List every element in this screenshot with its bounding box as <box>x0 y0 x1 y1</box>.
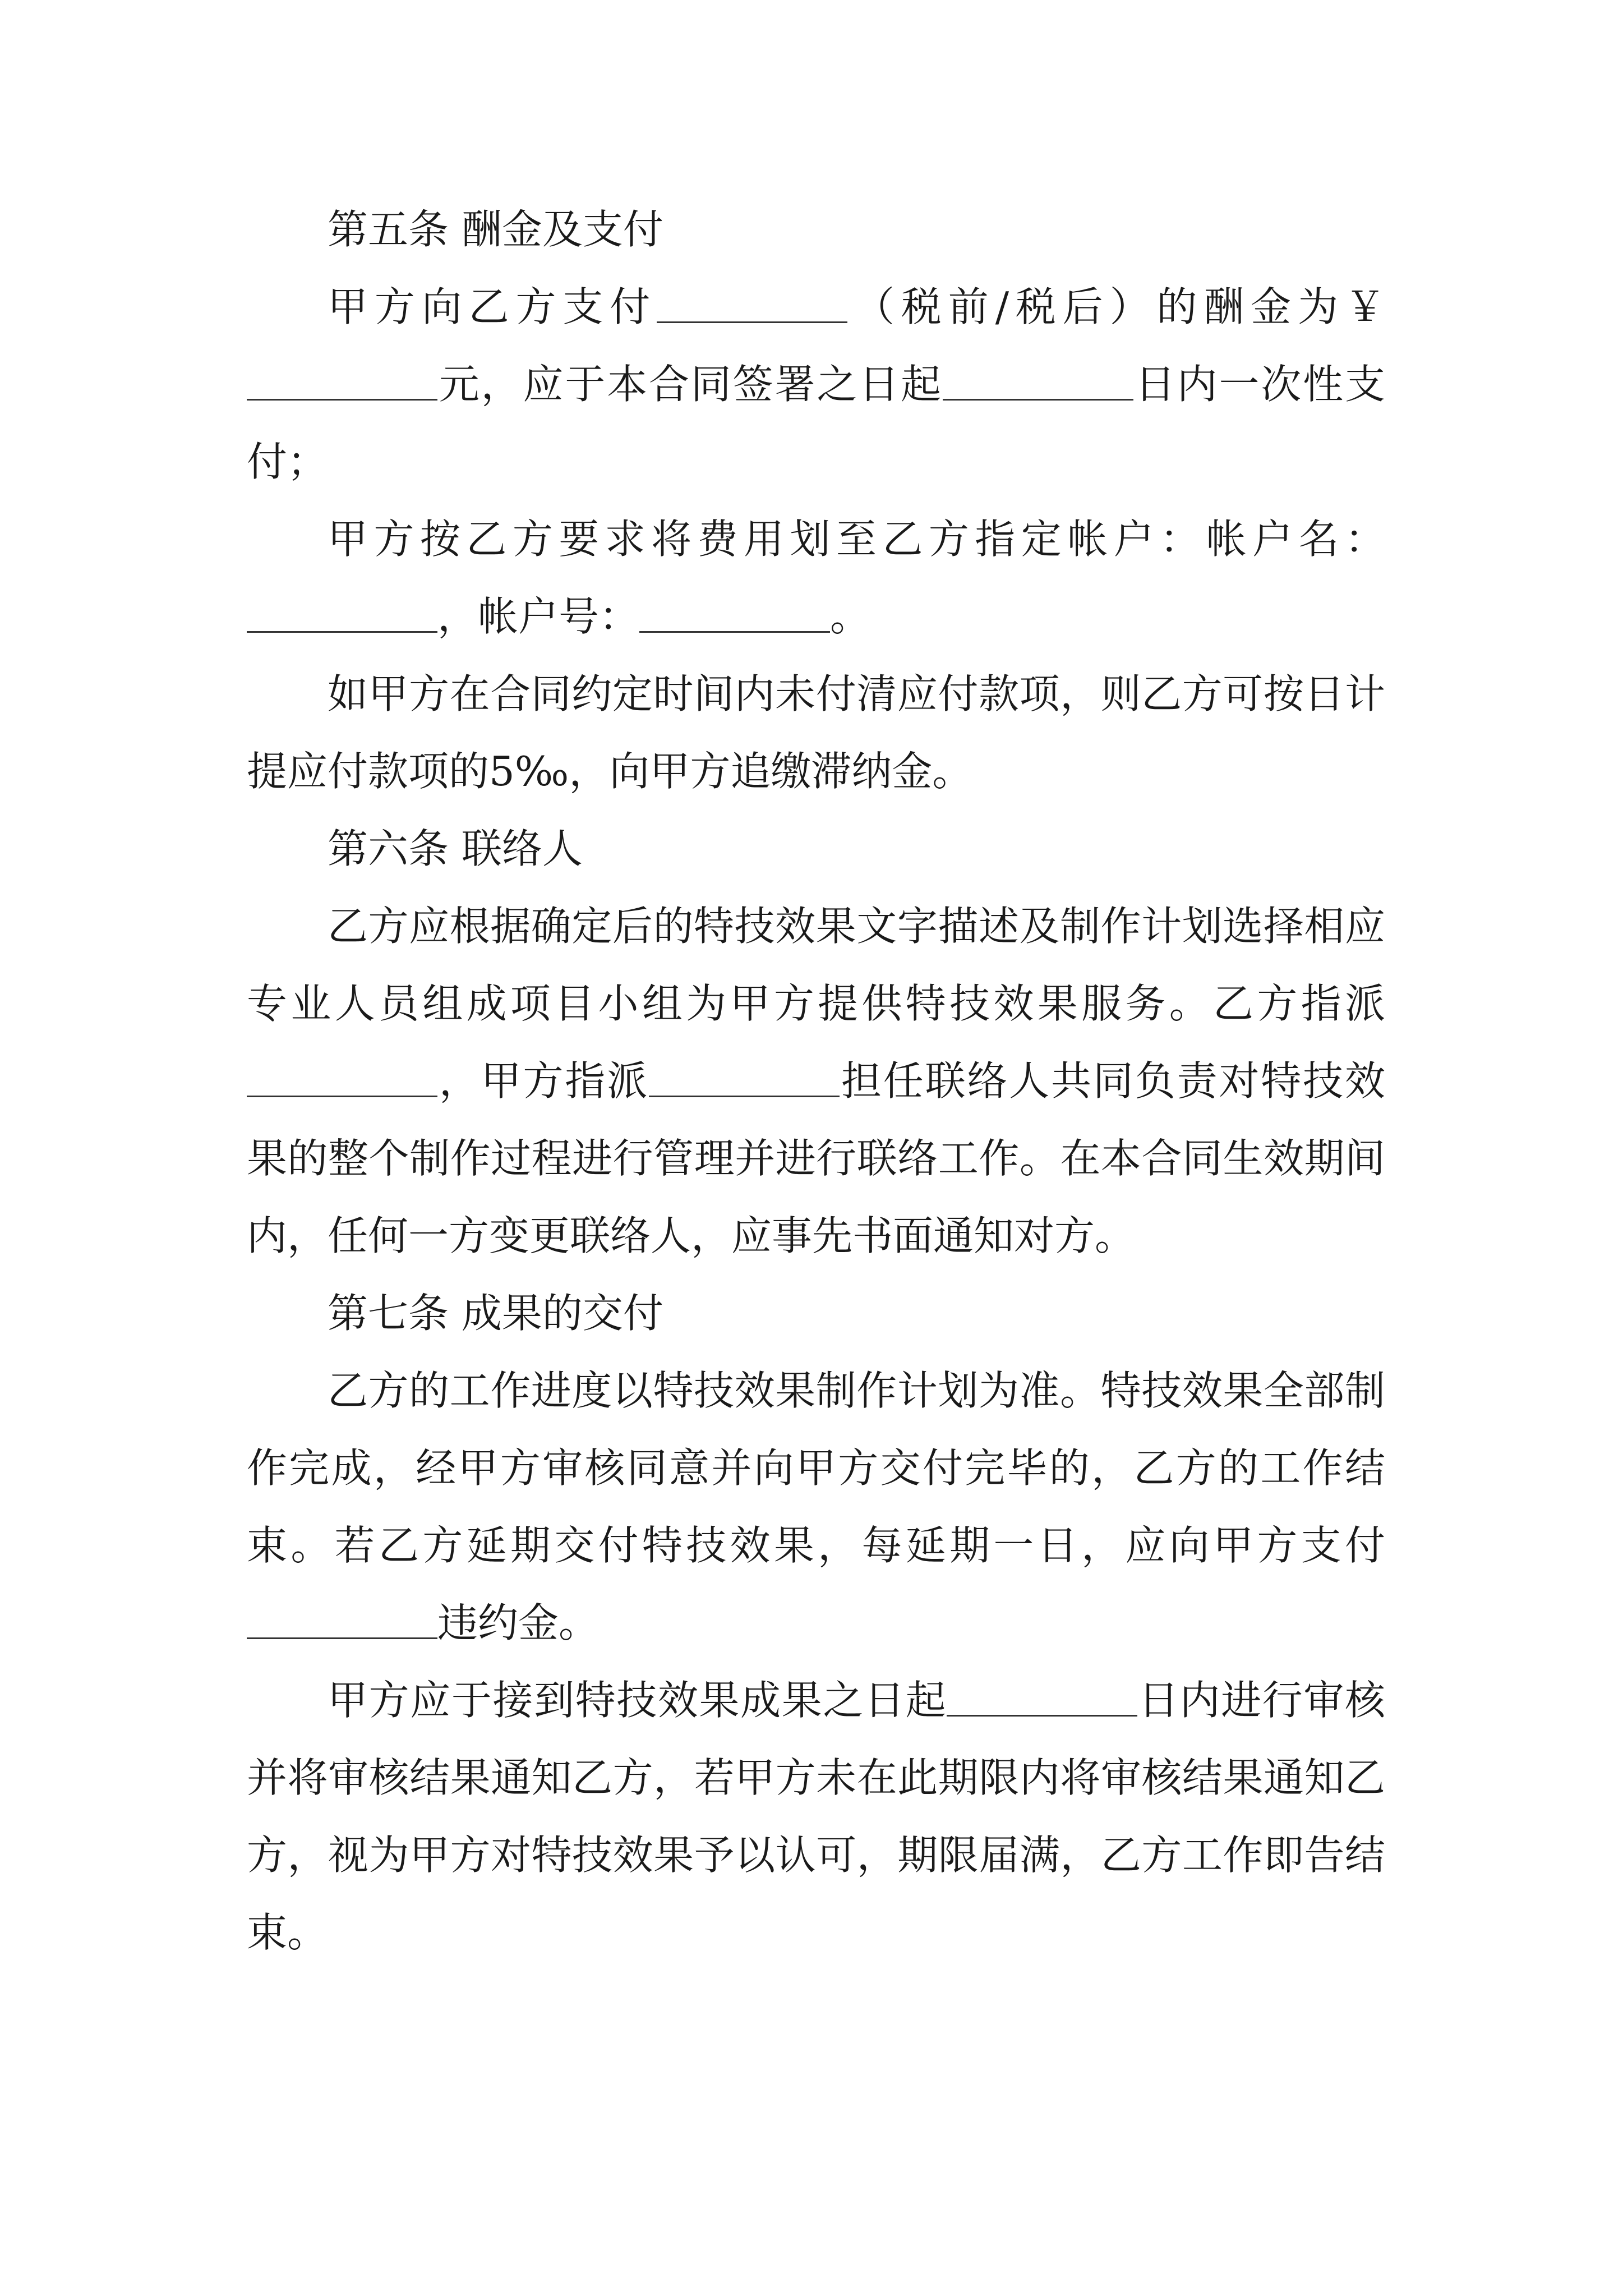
party-b-contact-blank[interactable] <box>247 1059 437 1097</box>
article-6-contacts: 乙方应根据确定后的特技效果文字描述及制作计划选择相应专业人员组成项目小组为甲方提供特技效果服务。乙方指派，甲方指派 担任联络人共同负责对特技效果的整个制作过程进行管理并进行联络工作。在本合同生效期间内，任何一方变更联络人，应事先书面通知对方。 <box>247 903 1385 1259</box>
amount-blank[interactable] <box>247 362 437 401</box>
document-page <box>247 191 1385 1971</box>
article-5-payment-amount: 甲方向乙方支付 （税前/税后）的酬金为￥元，应于本合同签署之日起 日内一次性支付； <box>247 283 1385 485</box>
article-5-late-fee: 如甲方在合同约定时间内未付清应付款项，则乙方可按日计提应付款项的5‰，向甲方追缴滞纳金。 <box>247 670 1385 795</box>
penalty-blank[interactable] <box>247 1601 437 1639</box>
article-7-delivery: 乙方的工作进度以特技效果制作计划为准。特技效果全部制作完成，经甲方审核同意并向甲方交付完毕的，乙方的工作结束。若乙方延期交付特技效果，每延期一日，应向甲方支付违约金。 <box>247 1367 1385 1646</box>
article-5-heading: 第五条 酬金及支付 <box>328 206 663 253</box>
account-name-blank[interactable] <box>247 595 437 633</box>
account-number-blank[interactable] <box>639 595 830 633</box>
party-a-contact-blank[interactable] <box>649 1059 840 1097</box>
article-6-heading: 第六条 联络人 <box>328 825 583 872</box>
fee-blank[interactable] <box>657 285 847 323</box>
review-days-blank[interactable] <box>947 1678 1137 1717</box>
article-5-account: 甲方按乙方要求将费用划至乙方指定帐户：帐户名：，帐户号： 。 <box>247 500 1385 655</box>
payment-days-blank[interactable] <box>943 362 1133 401</box>
article-7-review: 甲方应于接到特技效果成果之日起 日内进行审核并将审核结果通知乙方，若甲方未在此期限内将审核结果通知乙方，视为甲方对特技效果予以认可，期限届满，乙方工作即告结束。 <box>247 1677 1385 1956</box>
article-7-heading: 第七条 成果的交付 <box>328 1290 663 1337</box>
